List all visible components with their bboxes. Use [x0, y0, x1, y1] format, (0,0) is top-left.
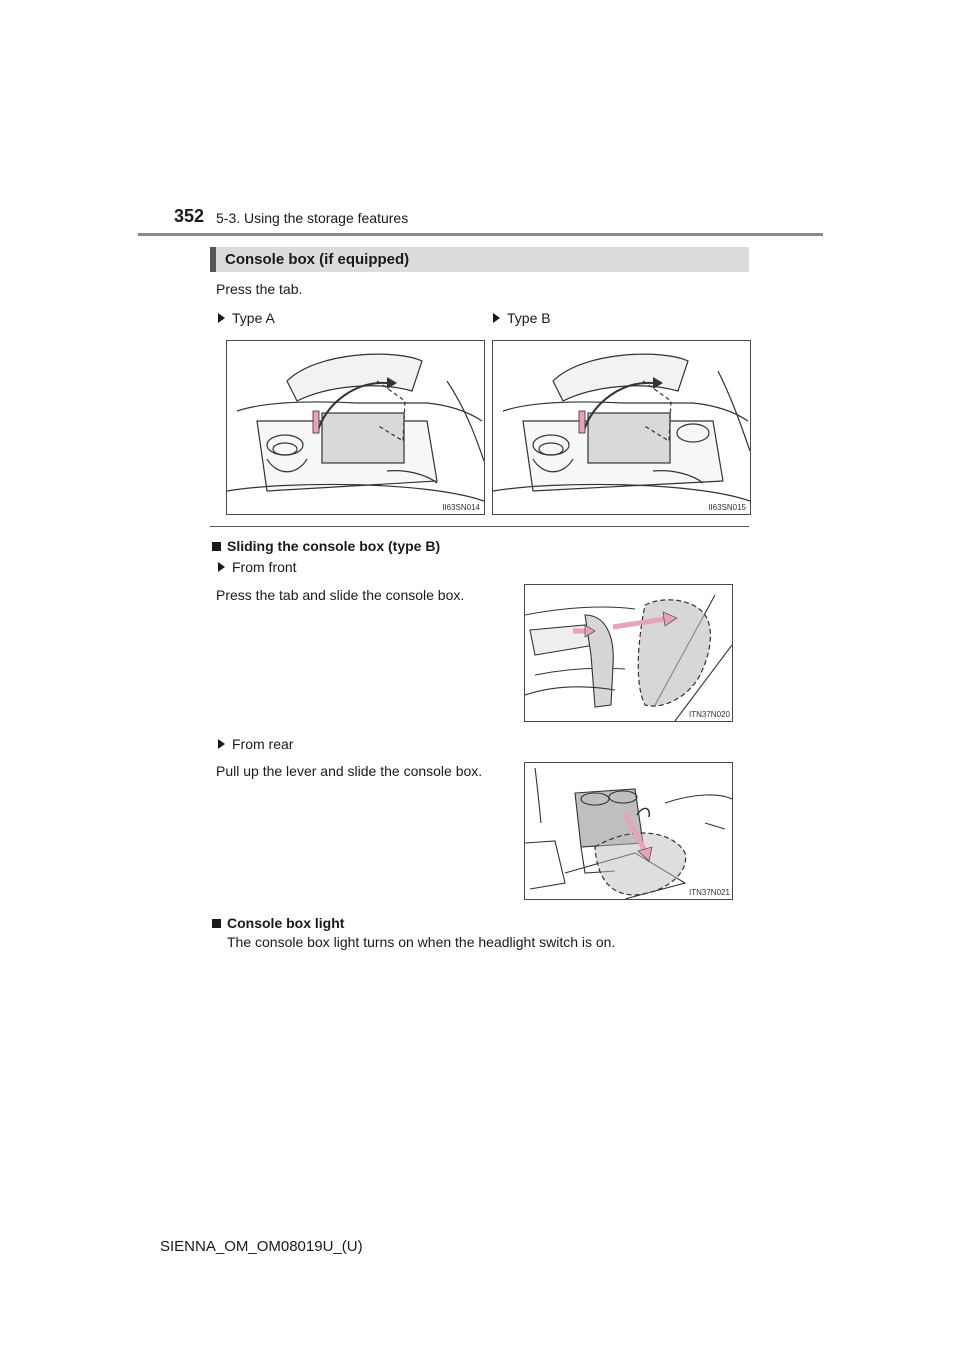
figure-code: ITN37N021 — [689, 888, 730, 897]
intro-text: Press the tab. — [216, 281, 303, 297]
figure-code: II63SN014 — [442, 503, 480, 512]
console-illustration-type-a — [227, 341, 484, 514]
from-front-label: From front — [218, 558, 297, 576]
footer-doc-id: SIENNA_OM_OM08019U_(U) — [160, 1238, 363, 1255]
figure-type-b — [492, 340, 751, 515]
slide-front-illustration — [525, 585, 732, 721]
page-number: 352 — [174, 206, 205, 226]
section-separator — [210, 526, 749, 527]
header-rule — [138, 233, 823, 236]
console-illustration-type-b — [493, 341, 750, 514]
from-front-text: Press the tab and slide the console box. — [216, 587, 465, 603]
figure-type-a — [226, 340, 485, 515]
light-text: The console box light turns on when the headlight switch is on. — [227, 934, 616, 950]
figure-from-front — [524, 584, 733, 722]
section-title-bar — [210, 247, 749, 272]
sliding-heading: Sliding the console box (type B) — [212, 537, 440, 555]
type-a-label: Type A — [218, 309, 275, 327]
square-bullet-icon — [212, 542, 221, 551]
arrow-bullet-icon — [218, 313, 225, 323]
figure-code: II63SN015 — [708, 503, 746, 512]
from-rear-text: Pull up the lever and slide the console box. — [216, 763, 483, 779]
square-bullet-icon — [212, 919, 221, 928]
figure-code: ITN37N020 — [689, 710, 730, 719]
section-title: Console box (if equipped) — [225, 251, 410, 268]
from-rear-label: From rear — [218, 735, 293, 753]
slide-rear-illustration — [525, 763, 732, 899]
type-b-label: Type B — [493, 309, 551, 327]
figure-from-rear — [524, 762, 733, 900]
title-bar-marker — [210, 247, 216, 272]
section-reference: 5-3. Using the storage features — [216, 210, 409, 226]
arrow-bullet-icon — [218, 562, 225, 572]
arrow-bullet-icon — [218, 739, 225, 749]
light-heading: Console box light — [212, 914, 344, 932]
arrow-bullet-icon — [493, 313, 500, 323]
